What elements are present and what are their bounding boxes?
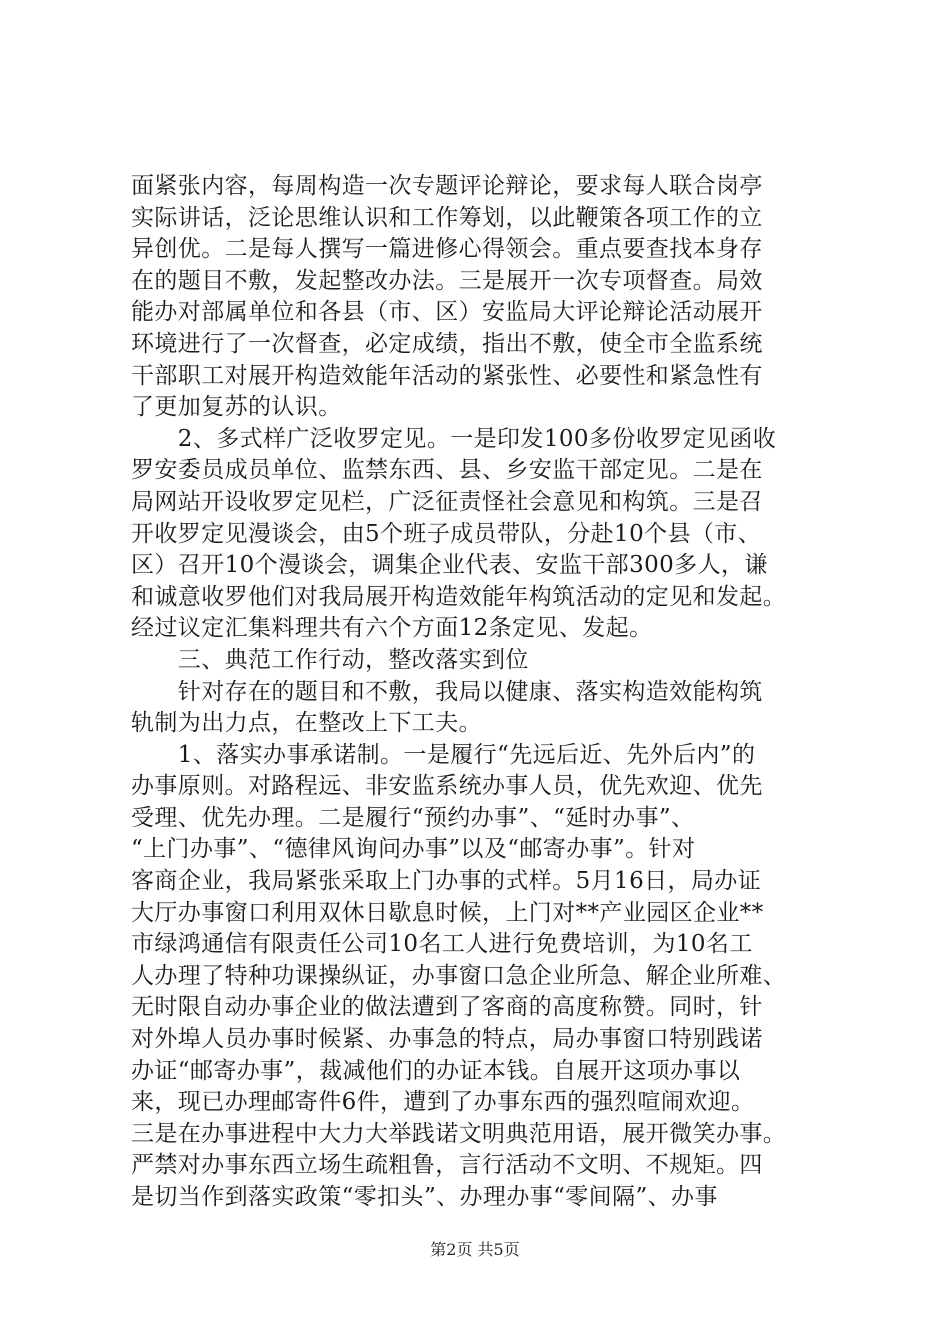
text-line: 来，现已办理邮寄件6件，遭到了办事东西的强烈喧闹欢迎。 xyxy=(131,1089,755,1116)
text-line: 局网站开设收罗定见栏，广泛征责怪社会意见和构筑。三是召 xyxy=(131,488,763,515)
text-line: 在的题目不敷，发起整改办法。三是展开一次专项督查。局效 xyxy=(131,267,763,294)
page-footer: 第2页 共5页 xyxy=(430,1240,520,1259)
text-line: 了更加复苏的认识。 xyxy=(131,394,342,421)
text-line: “上门办事”、“德律风询问办事”以及“邮寄办事”。针对 xyxy=(131,836,696,863)
text-line: 区）召开10个漫谈会，调集企业代表、安监干部300多人，谦 xyxy=(131,552,768,579)
text-line: 轨制为出力点，在整改上下工夫。 xyxy=(131,710,482,737)
text-line: 面紧张内容，每周构造一次专题评论辩论，要求每人联合岗亭 xyxy=(131,173,763,199)
text-line: 1、落实办事承诺制。一是履行“先远后近、先外后内”的 xyxy=(131,741,756,768)
text-line: 和诚意收罗他们对我局展开构造效能年构筑活动的定见和发起。 xyxy=(131,583,787,610)
body-text xyxy=(131,171,831,1214)
text-line: 经过议定汇集料理共有六个方面12条定见、发起。 xyxy=(131,615,653,642)
text-line: 无时限自动办事企业的做法遭到了客商的高度称赞。同时，针 xyxy=(131,994,763,1021)
text-line: 针对存在的题目和不敷，我局以健康、落实构造效能构筑 xyxy=(131,678,763,705)
text-line: 市绿鸿通信有限责任公司10名工人进行免费培训，为10名工 xyxy=(131,931,753,958)
text-line: 三、典范工作行动，整改落实到位 xyxy=(131,646,529,673)
text-line: 三是在办事进程中大力大举践诺文明典范用语，展开微笑办事。 xyxy=(131,1120,787,1147)
text-line: 人办理了特种功课操纵证，办事窗口急企业所急、解企业所难、 xyxy=(131,962,787,989)
text-line: 干部职工对展开构造效能年活动的紧张性、必要性和紧急性有 xyxy=(131,362,763,389)
text-line: 对外埠人员办事时候紧、办事急的特点，局办事窗口特别践诺 xyxy=(131,1026,763,1053)
text-line: 严禁对办事东西立场生疏粗鲁，言行活动不文明、不规矩。四 xyxy=(131,1152,763,1179)
text-line: 2、多式样广泛收罗定见。一是印发100多份收罗定见函收 xyxy=(131,425,777,452)
text-line: 实际讲话，泛论思维认识和工作筹划，以此鞭策各项工作的立 xyxy=(131,204,763,231)
text-line: 能办对部属单位和各县（市、区）安监局大评论辩论活动展开 xyxy=(131,299,763,326)
text-line: 办事原则。对路程远、非安监系统办事人员，优先欢迎、优先 xyxy=(131,773,763,800)
text-line: 异创优。二是每人撰写一篇进修心得领会。重点要查找本身存 xyxy=(131,236,763,263)
text-line: 大厅办事窗口利用双休日歇息时候，上门对**产业园区企业** xyxy=(131,899,764,926)
text-line: 罗安委员成员单位、监禁东西、县、乡安监干部定见。二是在 xyxy=(131,457,763,484)
text-line: 受理、优先办理。二是履行“预约办事”、“延时办事”、 xyxy=(131,804,695,831)
text-line: 客商企业，我局紧张采取上门办事的式样。5月16日，局办证 xyxy=(131,868,762,895)
text-line: 开收罗定见漫谈会，由5个班子成员带队，分赴10个县（市、 xyxy=(131,520,762,547)
text-line: 办证“邮寄办事”，裁减他们的办证本钱。自展开这项办事以 xyxy=(131,1057,741,1084)
text-line: 环境进行了一次督查，必定成绩，指出不敷，使全市全监系统 xyxy=(131,330,763,357)
text-line: 是切当作到落实政策“零扣头”、办理办事“零间隔”、办事 xyxy=(131,1184,718,1210)
